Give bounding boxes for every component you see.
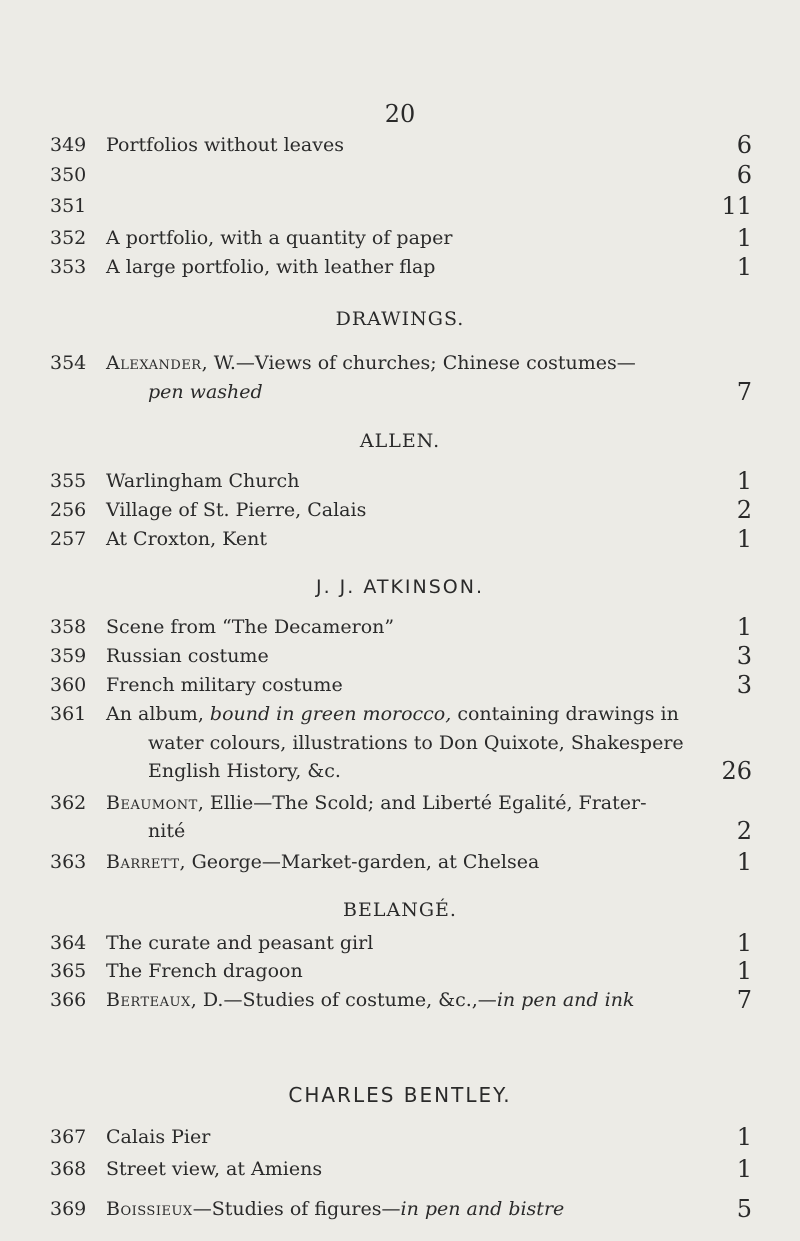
- lot-description-continued: English History, &c.: [148, 760, 341, 783]
- lot-quantity: 6: [736, 131, 752, 159]
- lot-row: [0, 1156, 800, 1182]
- lot-row: [0, 225, 800, 251]
- lot-quantity: 11: [721, 191, 752, 220]
- lot-number: 257: [50, 527, 87, 550]
- lot-number: 359: [50, 645, 87, 668]
- lot-description-continued: water colours, illustrations to Don Quixote, Shakespere: [148, 731, 684, 754]
- lot-description: Barrett, George—Market-garden, at Chelsea: [106, 850, 540, 873]
- lot-number: 369: [50, 1198, 87, 1220]
- lot-quantity: 1: [736, 1123, 752, 1151]
- lot-description: Beaumont, Ellie—The Scold; and Liberté Egalité, Frater-: [106, 791, 647, 814]
- lot-row: [0, 162, 800, 188]
- lot-number: 366: [50, 989, 87, 1012]
- lot-quantity: 1: [736, 524, 752, 553]
- lot-row: [0, 526, 800, 552]
- lot-description: Boissieux—Studies of figures—in pen and bistre: [106, 1198, 565, 1220]
- section-heading: DRAWINGS.: [335, 308, 465, 331]
- lot-description: The curate and peasant girl: [106, 932, 374, 955]
- lot-quantity: 1: [736, 613, 752, 642]
- section-heading: ALLEN.: [359, 430, 441, 452]
- lot-number: 358: [50, 616, 87, 639]
- lot-row-continuation: [0, 818, 800, 844]
- section-heading: J. J. ATKINSON.: [315, 576, 485, 599]
- lot-quantity: 1: [736, 956, 752, 985]
- page-number: 20: [384, 100, 416, 128]
- lot-number: 361: [50, 702, 87, 725]
- lot-number: 355: [50, 470, 87, 492]
- lot-row-continuation: [0, 730, 800, 756]
- lot-description: At Croxton, Kent: [106, 527, 268, 550]
- lot-number: 354: [50, 352, 87, 375]
- artist-name: Berteaux: [106, 989, 191, 1012]
- lot-row: [0, 193, 800, 219]
- lot-quantity: 1: [736, 929, 752, 958]
- lot-description: Village of St. Pierre, Calais: [106, 498, 367, 521]
- lot-description: An album, bound in green morocco, containing drawings in: [106, 702, 679, 725]
- lot-row: [0, 1196, 800, 1222]
- lot-row: [0, 254, 800, 280]
- artist-name: Boissieux: [106, 1198, 193, 1220]
- lot-quantity: 5: [736, 1195, 752, 1223]
- lot-row: [0, 930, 800, 956]
- lot-quantity: 2: [736, 495, 752, 524]
- lot-quantity: 6: [736, 161, 752, 190]
- lot-row: [0, 790, 800, 816]
- lot-row: [0, 958, 800, 984]
- lot-quantity: 3: [736, 671, 752, 699]
- lot-row: [0, 132, 800, 158]
- lot-description-continued: pen washed: [148, 381, 263, 404]
- lot-quantity: 7: [736, 987, 752, 1014]
- lot-description: Russian costume: [106, 645, 269, 668]
- lot-number: 362: [50, 791, 87, 814]
- lot-description-continued: nité: [148, 820, 186, 843]
- lot-quantity: 1: [736, 253, 752, 282]
- lot-row: [0, 1124, 800, 1150]
- lot-number: 367: [50, 1126, 87, 1148]
- lot-number: 363: [50, 850, 87, 873]
- lot-row: [0, 468, 800, 494]
- lot-number: 364: [50, 932, 87, 955]
- lot-row: [0, 643, 800, 669]
- section-heading: BELANGÉ.: [343, 898, 457, 921]
- lot-quantity: 1: [736, 847, 752, 876]
- lot-row: [0, 614, 800, 640]
- lot-row: [0, 350, 800, 376]
- lot-quantity: 1: [736, 223, 752, 252]
- artist-name: Beaumont: [106, 791, 198, 814]
- lot-row: [0, 987, 800, 1013]
- artist-name: Barrett: [106, 850, 180, 873]
- lot-quantity: 2: [736, 817, 752, 846]
- artist-name: Alexander: [106, 352, 202, 375]
- lot-number: 350: [50, 164, 87, 187]
- lot-number: 360: [50, 674, 87, 696]
- lot-row: [0, 497, 800, 523]
- lot-number: 256: [50, 498, 87, 521]
- lot-description: Calais Pier: [106, 1126, 211, 1148]
- lot-number: 351: [50, 194, 87, 217]
- lot-description: French military costume: [106, 674, 343, 696]
- lot-row: [0, 672, 800, 698]
- lot-quantity: 26: [721, 757, 752, 786]
- lot-number: 352: [50, 226, 87, 249]
- lot-row: [0, 849, 800, 875]
- lot-description: Alexander, W.—Views of churches; Chinese costumes—: [106, 352, 636, 375]
- lot-description: A large portfolio, with leather flap: [106, 256, 436, 279]
- lot-description: The French dragoon: [106, 959, 303, 982]
- lot-description: A portfolio, with a quantity of paper: [106, 226, 453, 249]
- lot-description: Berteaux, D.—Studies of costume, &c.,—in pen and ink: [106, 989, 635, 1012]
- lot-row: [0, 701, 800, 727]
- lot-number: 368: [50, 1158, 87, 1180]
- lot-number: 353: [50, 256, 87, 279]
- lot-number: 365: [50, 959, 87, 982]
- lot-quantity: 1: [736, 1155, 752, 1183]
- lot-description: Warlingham Church: [106, 470, 300, 492]
- lot-description: Street view, at Amiens: [106, 1158, 323, 1180]
- section-heading: CHARLES BENTLEY.: [288, 1083, 512, 1107]
- lot-description: Scene from “The Decameron”: [106, 616, 395, 639]
- lot-number: 349: [50, 134, 87, 156]
- lot-row-continuation: [0, 758, 800, 784]
- lot-quantity: 1: [736, 467, 752, 495]
- lot-row-continuation: [0, 379, 800, 405]
- lot-quantity: 3: [736, 642, 752, 671]
- lot-quantity: 7: [736, 378, 752, 407]
- lot-description: Portfolios without leaves: [106, 134, 344, 156]
